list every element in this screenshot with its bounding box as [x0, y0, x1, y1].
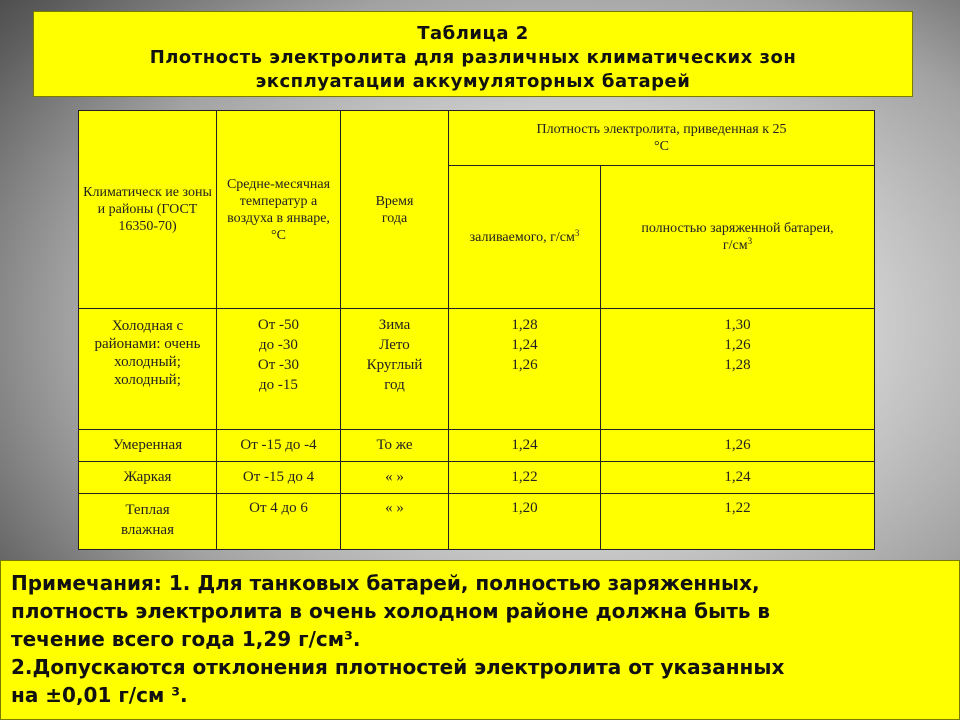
header-zones — [79, 111, 217, 309]
temp-value: От -15 до 4 — [217, 462, 341, 494]
header-density-group — [449, 111, 875, 166]
charged-value: 1,26 — [601, 430, 875, 462]
season-value: Лето — [379, 337, 410, 353]
zone-hot: Жаркая — [79, 462, 217, 494]
charged-value: 1,26 — [724, 337, 751, 353]
note-line: плотность электролита в очень холодном районе должна быть в — [11, 599, 771, 623]
cell-temp — [217, 309, 341, 430]
poured-value: 1,22 — [449, 462, 601, 494]
density-table — [78, 110, 875, 550]
season-value: « » — [341, 494, 449, 550]
header-season-text: Время года — [375, 193, 414, 226]
temp-value: до -30 — [259, 337, 298, 353]
poured-value: 1,20 — [449, 494, 601, 550]
header-poured-text — [449, 229, 600, 246]
table-title-line-2: эксплуатации аккумуляторных батарей — [255, 71, 691, 92]
header-density-group-text: Плотность электролита, приведенная к 25 °С — [536, 122, 787, 154]
temp-value: От -30 — [257, 357, 300, 373]
poured-value: 1,24 — [449, 430, 601, 462]
zone-cold: Холодная с районами: очень холодный; холодный; — [94, 318, 201, 388]
season-value: год — [384, 377, 405, 393]
charged-value: 1,24 — [601, 462, 875, 494]
header-charged-text — [601, 220, 874, 254]
table-row — [79, 430, 875, 462]
notes-box — [0, 560, 960, 720]
cell-season — [341, 309, 449, 430]
charged-value: 1,30 — [724, 317, 751, 333]
poured-value: 1,26 — [511, 357, 538, 373]
season-value: То же — [341, 430, 449, 462]
header-charged-cube: 3 — [747, 236, 753, 246]
temp-value: От -50 — [257, 317, 300, 333]
header-poured-label: заливаемого, г/см — [469, 229, 575, 245]
header-temp-text: Средне-месячная температур а воздуха в январе, °С — [226, 176, 331, 243]
poured-value: 1,28 — [511, 317, 538, 333]
note-line: на ±0,01 г/см ³. — [11, 683, 188, 707]
note-line: течение всего года 1,29 г/см³. — [11, 627, 361, 651]
header-poured — [449, 166, 601, 309]
note-line: 2.Допускаются отклонения плотностей электролита от указанных — [11, 655, 785, 679]
title-box — [33, 11, 913, 97]
table-row — [79, 494, 875, 550]
temp-value: до -15 — [259, 377, 298, 393]
cell-charged — [601, 309, 875, 430]
temp-value: От 4 до 6 — [217, 494, 341, 550]
zone-moderate: Умеренная — [79, 430, 217, 462]
note-line: Примечания: 1. Для танковых батарей, полностью заряженных, — [11, 571, 760, 595]
table-row — [79, 462, 875, 494]
charged-value: 1,22 — [601, 494, 875, 550]
cell-poured — [449, 309, 601, 430]
season-value: « » — [341, 462, 449, 494]
header-season — [341, 111, 449, 309]
season-value: Круглый — [366, 357, 423, 373]
cell-zone — [79, 494, 217, 550]
zone-warm-humid: Теплая влажная — [121, 502, 174, 538]
charged-value: 1,28 — [724, 357, 751, 373]
poured-value: 1,24 — [511, 337, 538, 353]
header-temp — [217, 111, 341, 309]
header-charged-label: полностью заряженной батареи, г/см — [641, 221, 834, 253]
table-title-line-1: Плотность электролита для различных климатических зон — [149, 47, 797, 68]
header-zones-text: Климатическ ие зоны и районы (ГОСТ 16350-70) — [83, 185, 212, 234]
temp-value: От -15 до -4 — [217, 430, 341, 462]
table-row — [79, 309, 875, 430]
cell-zone — [79, 309, 217, 430]
header-poured-cube: 3 — [574, 227, 580, 238]
header-charged — [601, 166, 875, 309]
season-value: Зима — [378, 317, 411, 333]
table-number: Таблица 2 — [417, 23, 529, 44]
